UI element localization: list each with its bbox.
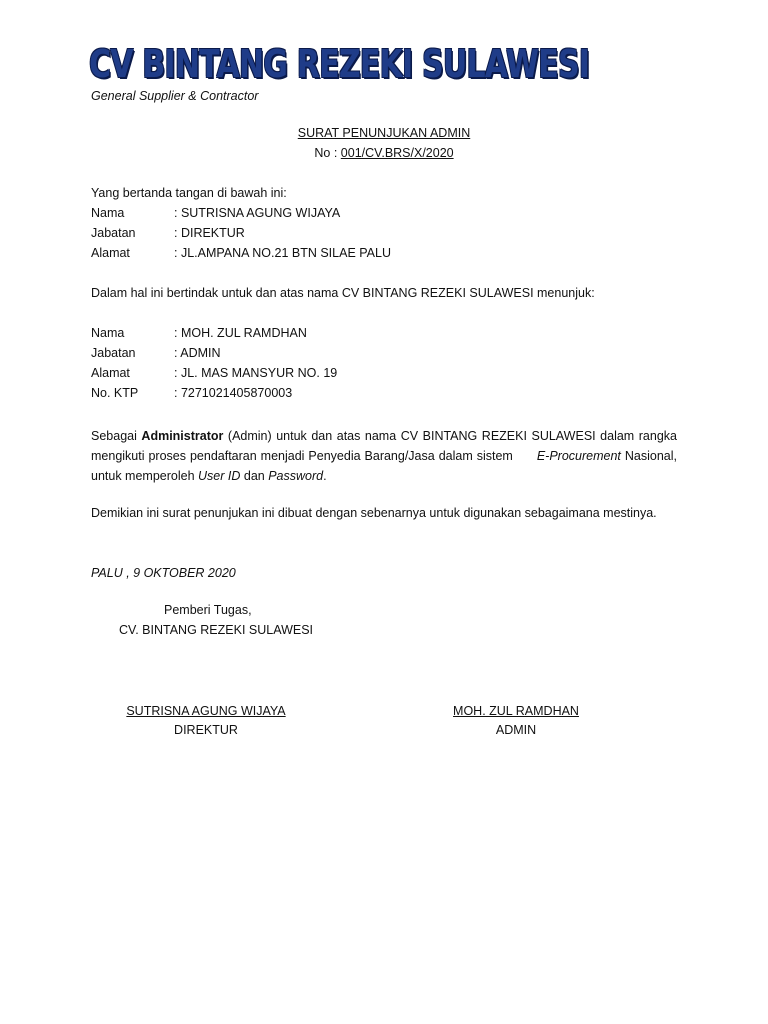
field-value: : JL.AMPANA NO.21 BTN SILAE PALU [174, 246, 391, 260]
purpose-text: dan [240, 469, 269, 483]
field-value: : ADMIN [174, 346, 221, 360]
document-number-value: 001/CV.BRS/X/2020 [340, 146, 454, 160]
purpose-italic-text: User ID [198, 469, 241, 483]
signature-left-title: DIREKTUR [174, 723, 238, 737]
acting-statement [91, 286, 595, 300]
field-label: Alamat [91, 366, 130, 380]
assigner-label: Pemberi Tugas, [164, 603, 252, 617]
acting-text-after: menunjuk: [533, 286, 595, 300]
signature-right-title: ADMIN [495, 723, 537, 737]
field-value: : 7271021405870003 [174, 386, 293, 400]
field-value: : JL. MAS MANSYUR NO. 19 [174, 366, 338, 380]
signer-row [91, 246, 391, 260]
closing-text: Demikian ini surat penunjukan ini dibuat dengan sebenarnya untuk digunakan sebagaimana mestinya. [91, 506, 657, 520]
signer-row [91, 226, 245, 240]
company-tagline: General Supplier & Contractor [91, 89, 259, 103]
purpose-italic-text: E-Procurement [536, 449, 621, 463]
appointee-row [91, 326, 307, 340]
appointee-row [91, 386, 292, 400]
purpose-text: . [323, 469, 327, 483]
purpose-text: (Admin) untuk dan atas nama CV BINTANG REZEKI SULAWESI dalam rangka mengikuti proses pendaftaran menjadi Penyedia Barang/Jasa dalam sistem [91, 429, 677, 463]
intro-text: Yang bertanda tangan di bawah ini: [91, 186, 287, 200]
document-number [0, 146, 768, 160]
field-label: Nama [91, 206, 125, 220]
place-date: PALU , 9 OKTOBER 2020 [91, 566, 236, 580]
appointee-row [91, 346, 221, 360]
field-label: Nama [91, 326, 125, 340]
field-label: Alamat [91, 246, 130, 260]
signature-right-name: MOH. ZUL RAMDHAN [453, 704, 579, 718]
signer-row [91, 206, 340, 220]
field-value: : SUTRISNA AGUNG WIJAYA [174, 206, 341, 220]
appointee-row [91, 366, 337, 380]
document-number-prefix: No : [314, 146, 341, 160]
purpose-text: Nasional, untuk memperoleh [91, 449, 677, 483]
assigner-company: CV. BINTANG REZEKI SULAWESI [119, 623, 314, 637]
purpose-paragraph [91, 426, 677, 486]
field-label: Jabatan [91, 346, 136, 360]
field-value: : MOH. ZUL RAMDHAN [174, 326, 307, 340]
company-logo-title: CV BINTANG REZEKI SULAWESI [89, 42, 590, 86]
field-value: : DIREKTUR [174, 226, 245, 240]
acting-text: Dalam hal ini bertindak untuk dan atas nama CV BINTANG REZEKI SULAWESI [91, 286, 534, 300]
purpose-bold-text: Administrator [141, 429, 224, 443]
purpose-text: Sebagai [91, 429, 142, 443]
document-title: SURAT PENUNJUKAN ADMIN [297, 126, 471, 140]
signature-left-name: SUTRISNA AGUNG WIJAYA [126, 704, 286, 718]
purpose-italic-text: Password [268, 469, 324, 483]
field-label: Jabatan [91, 226, 136, 240]
field-label: No. KTP [91, 386, 139, 400]
